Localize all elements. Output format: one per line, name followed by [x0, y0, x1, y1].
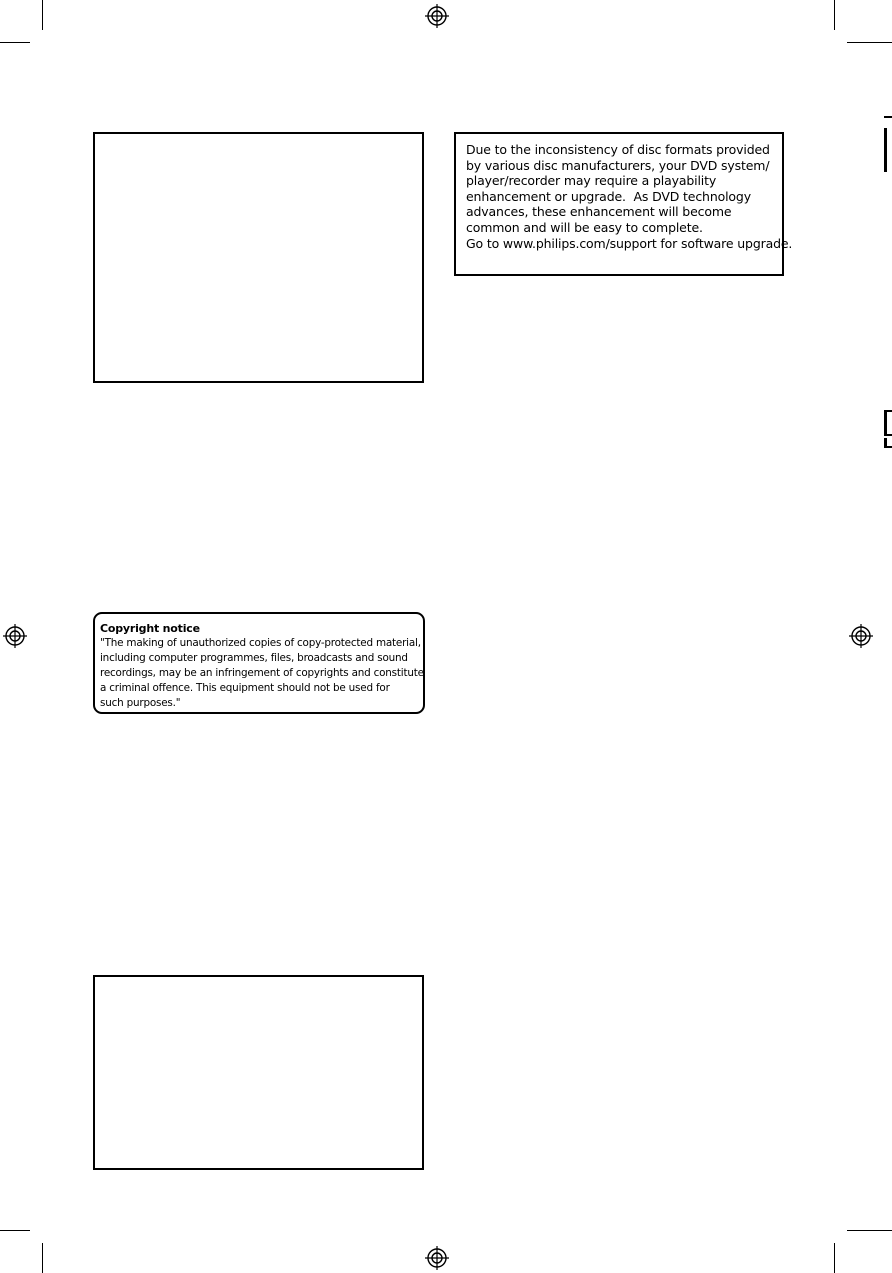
notice-line: by various disc manufacturers, your DVD system/ — [466, 157, 770, 173]
crop-mark — [834, 1243, 835, 1273]
notice-line: enhancement or upgrade. As DVD technology — [466, 188, 751, 204]
copyright-title: Copyright notice — [100, 622, 200, 635]
crop-mark — [0, 42, 30, 43]
copyright-line: a criminal offence. This equipment should not be used for — [100, 682, 390, 694]
edge-tab-mark — [884, 410, 887, 436]
crop-mark — [847, 1230, 892, 1231]
edge-tab-mark — [884, 446, 892, 448]
crop-mark — [0, 1230, 30, 1231]
edge-tab-mark — [884, 434, 892, 436]
copyright-line: including computer programmes, files, broadcasts and sound — [100, 652, 408, 664]
empty-frame-bottom — [93, 975, 424, 1170]
registration-mark-icon — [425, 1246, 449, 1270]
edge-tab-mark — [884, 410, 892, 412]
notice-line: advances, these enhancement will become — [466, 204, 732, 220]
disc-format-notice — [454, 132, 793, 276]
notice-line: player/recorder may require a playability — [466, 173, 717, 189]
crop-mark — [42, 0, 43, 30]
edge-tab-mark — [884, 116, 892, 118]
registration-mark-icon — [849, 624, 873, 648]
edge-tab-mark — [884, 128, 887, 172]
registration-mark-icon — [425, 4, 449, 28]
notice-line: Due to the inconsistency of disc formats provided — [466, 142, 770, 157]
crop-mark — [834, 0, 835, 30]
notice-line: common and will be easy to complete. — [466, 219, 703, 235]
copyright-notice — [93, 612, 425, 714]
crop-mark — [847, 42, 892, 43]
empty-frame-top — [93, 132, 424, 383]
registration-mark-icon — [3, 624, 27, 648]
copyright-line: recordings, may be an infringement of copyrights and constitute — [100, 667, 424, 679]
copyright-line: "The making of unauthorized copies of copy-protected material, — [100, 637, 421, 649]
notice-line: Go to www.philips.com/support for software upgrade. — [466, 235, 793, 251]
copyright-line: such purposes." — [100, 697, 181, 709]
crop-mark — [42, 1243, 43, 1273]
